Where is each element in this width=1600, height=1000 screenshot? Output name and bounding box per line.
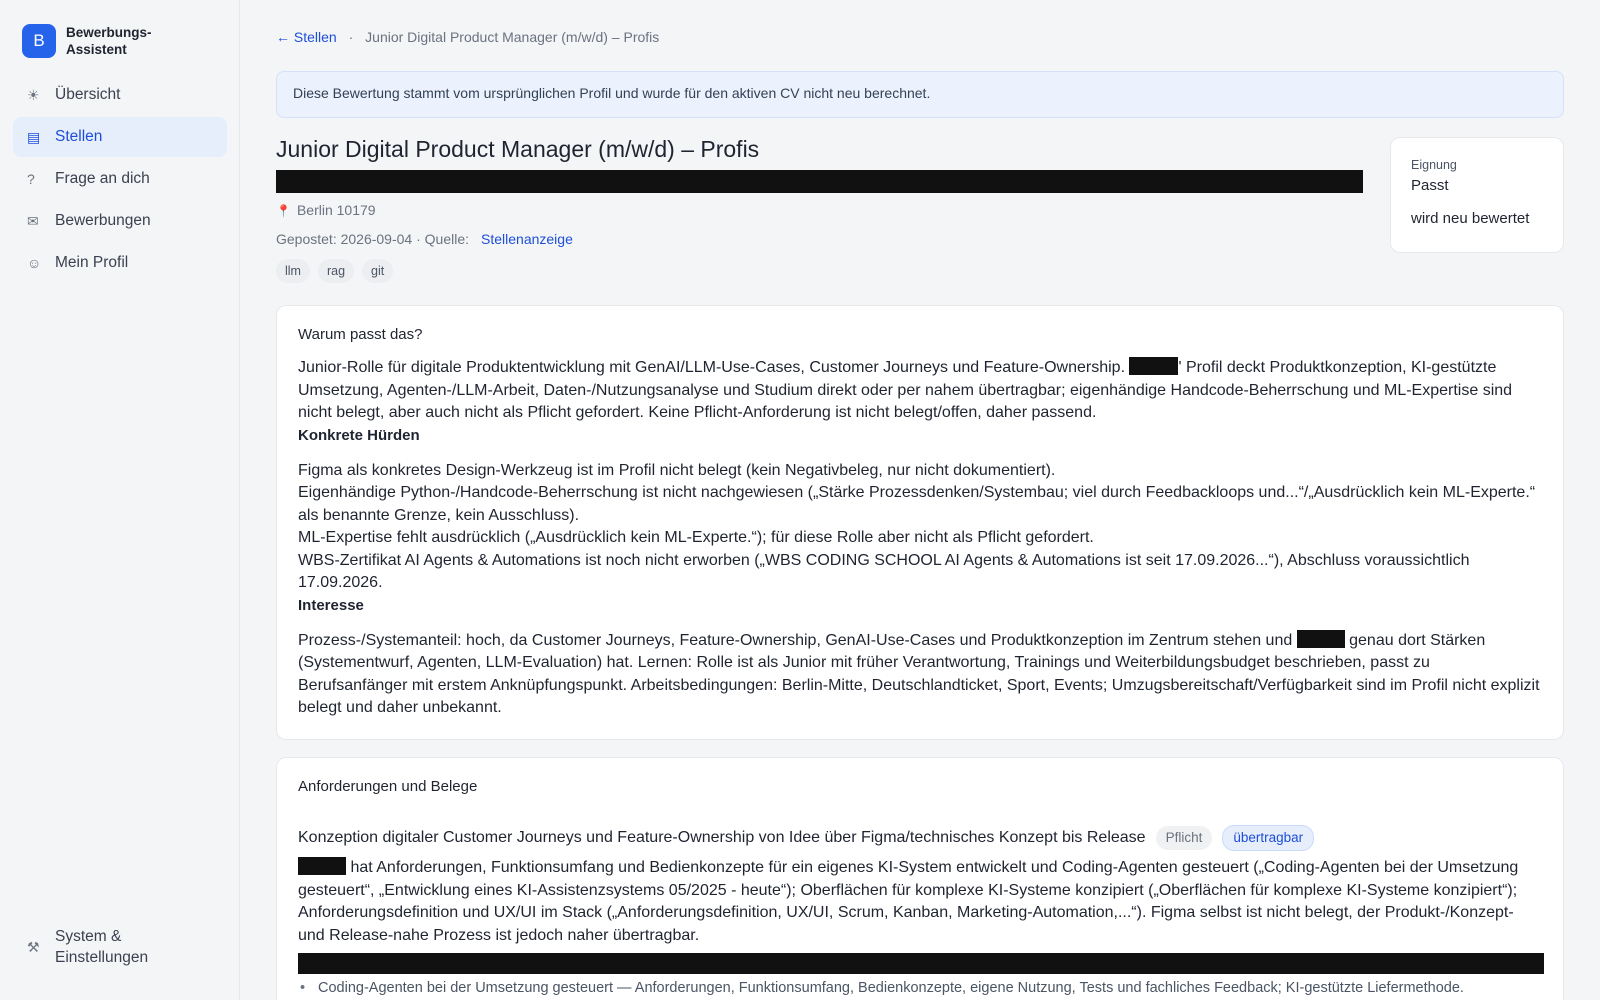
redacted-name [1129,357,1178,375]
pin-icon: 📍 [276,204,291,218]
question-icon: ? [27,171,35,187]
interest-text [298,630,1543,720]
redacted-name [1297,630,1345,648]
sidebar-item-label: Übersicht [55,86,121,103]
sidebar-nav [13,75,227,285]
hurdle-item: WBS-Zertifikat AI Agents & Automations ist noch nicht erworben („WBS CODING SCHOOL AI Agents & Automations ist seit 17.09.2026...“), Abschluss voraussichtlich 17.09.2026. [298,551,1470,591]
hurdle-item: ML-Expertise fehlt ausdrücklich („Ausdrücklich kein ML-Experte.“); für diese Rolle aber nicht als Pflicht gefordert. [298,529,1094,546]
requirement-header [298,825,1543,851]
requirements-title: Anforderungen und Belege [298,778,478,795]
why-card [276,305,1564,740]
location-text: Berlin 10179 [296,202,376,218]
tag: rag [318,259,354,283]
sidebar-item-bewerbungen[interactable] [13,201,227,241]
posted-text: Gepostet: 2026-09-04 · Quelle: [276,231,470,247]
mail-icon: ✉ [27,212,39,229]
sidebar-item-label: Bewerbungen [55,212,151,229]
interest-text-part: Prozess-/Systemanteil: hoch, da Customer Journeys, Feature-Ownership, GenAI-Use-Cases und Produktkonzeption im Zentrum stehen und [298,631,1297,649]
redacted-block [298,953,1544,974]
tag: llm [276,259,310,283]
breadcrumb-current: Junior Digital Product Manager (m/w/d) – Profis [365,29,660,45]
smiley-icon: ☺ [27,255,42,271]
sidebar-item-frage[interactable] [13,159,227,199]
tag-list [276,259,393,283]
fit-status: wird neu bewertet [1411,210,1530,227]
sidebar-item-label: Stellen [55,128,103,145]
redacted-company [276,170,1363,193]
sun-icon: ☀ [27,86,40,103]
fit-value: Passt [1411,177,1449,194]
app-logo: B [22,24,56,58]
status-badge: übertragbar [1222,825,1314,851]
page-title: Junior Digital Product Manager (m/w/d) – Profis [276,136,760,162]
back-link[interactable]: ← Stellen [276,29,337,45]
required-badge: Pflicht [1156,826,1213,850]
requirement-evidence [298,857,1543,947]
source-link[interactable]: Stellenanzeige [481,231,573,247]
hurdle-item: Figma als konkretes Design-Werkzeug ist im Profil nicht belegt (kein Negativbeleg, nur nicht dokumentiert). [298,461,1056,479]
sidebar-item-stellen[interactable] [13,117,227,157]
interest-text-cont: genau dort Stärken (Systementwurf, Agenten, LLM-Evaluation) hat. Lernen: Rolle ist als Junior mit früher Verantwortung, Trainings und Weiterbildungsbudget beschrieben, passt zu Berufsanfänger mit erstem Anknüpfungspunkt. Arbeitsbedingungen: Berlin-Mitte, Deutschlandticket, Sport, Events; Umzugsbereitschaft/Verfügbarkeit sind im Profil nicht explizit belegt und daher unbekannt. [298,631,1540,716]
fit-label: Eignung [1411,158,1457,172]
sidebar-item-system[interactable] [27,926,185,968]
hurdles-list [298,460,1543,595]
sidebar [0,0,240,1000]
breadcrumb [276,29,659,45]
evidence-bullet: • Coding-Agenten bei der Umsetzung gesteuert — Anforderungen, Funktionsumfang, Bedienkonzepte, eigene Nutzung, Tests und fachliches Feedback; KI-gestützte Liefermethode. [298,980,1543,996]
redacted-name [298,857,346,875]
sidebar-item-label: Mein Profil [55,254,129,271]
sidebar-item-profil[interactable] [13,243,227,283]
tag: git [362,259,393,283]
evidence-text: hat Anforderungen, Funktionsumfang und Bedienkonzepte für ein eigenes KI-System entwickelt und Coding-Agenten gesteuert („Coding-Agenten bei der Umsetzung gesteuert“, „Entwicklung eines KI-Assistenzsystems 05/2025 - heute“); Oberflächen für komplexe KI-Systeme konzipiert („Oberflächen für komplexe KI-Systeme konzipiert“); Anforderungsdefinition und UX/UI im Stack („Anforderungsdefinition, UX/UI, Scrum, Kanban, Marketing-Automation,...“). Figma selbst ist nicht belegt, der Produkt-/Konzept- und Release-nahe Prozess ist jedoch naher übertragbar. [298,859,1519,944]
why-intro-text: Junior-Rolle für digitale Produktentwicklung mit GenAI/LLM-Use-Cases, Customer Journeys und Feature-Ownership. [298,359,1130,376]
fit-card [1390,137,1564,253]
info-notice: Diese Bewertung stammt vom ursprünglichen Profil und wurde für den aktiven CV nicht neu berechnet. [276,71,1564,118]
sidebar-item-uebersicht[interactable] [13,75,227,115]
sidebar-item-label: Frage an dich [55,170,150,187]
hurdles-title: Konkrete Hürden [298,426,420,444]
brand[interactable] [22,24,176,58]
why-intro [298,357,1543,425]
breadcrumb-separator: · [348,29,354,45]
posted-info [276,231,573,247]
job-location [276,202,376,218]
tools-icon: ⚒ [27,938,40,955]
why-intro-text-cont: ' Profil deckt Produktkonzeption, KI-gestützte Umsetzung, Agenten-/LLM-Arbeit, Daten-/Nutzungsanalyse und Studium direkt oder per nahem übertragbar; eigenhändige Handcode-Beherrschung und ML-Expertise sind nicht belegt, aber auch nicht als Pflicht gefordert. Keine Pflicht-Anforderung ist nicht belegt/offen, daher passend. [298,359,1513,421]
why-title: Warum passt das? [298,326,423,343]
hurdle-item: Eigenhändige Python-/Handcode-Beherrschung ist nicht nachgewiesen („Stärke Prozessdenken/Systembau; viel durch Feedbackloops und...“/„Ausdrücklich kein ML-Experte.“ als benannte Grenze, kein Ausschluss). [298,484,1536,524]
sidebar-item-label: System & Einstellungen [55,928,149,966]
list-icon: ▤ [27,128,41,145]
interest-title: Interesse [298,596,364,614]
requirements-card [276,757,1564,1000]
app-name: Bewerbungs-Assistent [66,25,152,57]
main-content [276,0,1564,1000]
requirement-title: Konzeption digitaler Customer Journeys und Feature-Ownership von Idee über Figma/technisches Konzept bis Release [298,829,1146,846]
